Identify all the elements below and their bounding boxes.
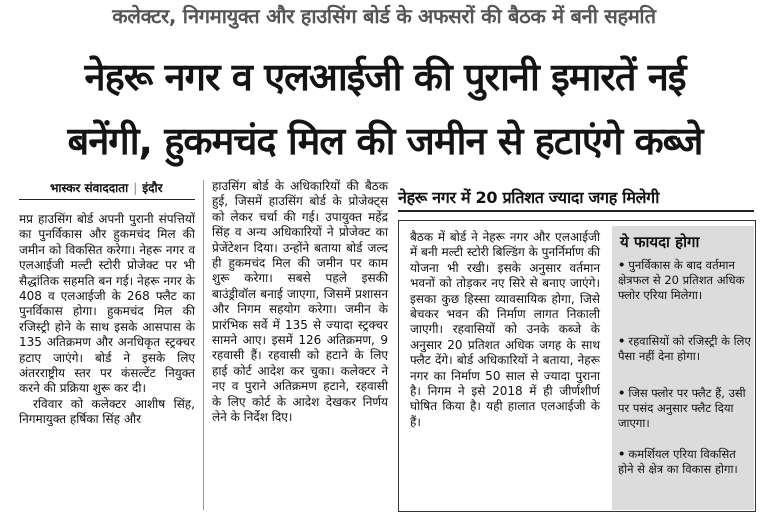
bullet-icon: • xyxy=(618,386,626,400)
byline-separator: | xyxy=(133,181,138,195)
story-paragraph: हाउसिंग बोर्ड के अधिकारियों की बैठक हुई, जिसमें हाउसिंग बोर्ड के प्रोजेक्ट्स को लेकर चर्चा की गई। उपायुक्त महेंद्र सिंह व अन्य अधिकारियों ने प्रोजेक्ट का प्रेजेंटेशन दिया। उन्होंने बताया बोर्ड जल्द ही हुकमचंद मिल की जमीन पर काम शुरू करेगा। सबसे पहले इसकी बाउंड्रीवॉल बनाई जाएगा, जिसमें प्रशासन और निगम सहयोग करेगा। जमीन के प्रारंभिक सर्वे में 135 से ज्यादा स्ट्रक्चर सामने आए। इसमें 126 अतिक्रमण, 9 रहवासी हैं। रहवासी को हटाने के लिए हाई कोर्ट आदेश कर चुका। कलेक्टर ने नए व पुराने अतिक्रमण हटाने, रहवासी के लिए कोर्ट के आदेश देखकर निर्णय लेने के निर्देश दिए। xyxy=(212,179,388,425)
story-paragraph: रविवार को कलेक्टर आशीष सिंह, निगमायुक्त हर्षिका सिंह और xyxy=(19,396,195,427)
subheading-rule xyxy=(398,210,754,212)
section-subheading: नेहरू नगर में 20 प्रतिशत ज्यादा जगह मिलेगी xyxy=(398,188,660,207)
benefit-text: जिस फ्लोर पर फ्लैट हैं, उसी पर पसंद अनुसार फ्लैट दिया जाएगा। xyxy=(618,386,746,430)
main-headline-line-2: बनेंगी, हुकमचंद मिल की जमीन से हटाएंगे कब्जे xyxy=(67,119,703,163)
dateline-city: इंदौर xyxy=(142,181,163,195)
bullet-icon: • xyxy=(618,447,626,461)
benefit-item xyxy=(618,258,752,303)
main-headline-line-1: नेहरू नगर व एलआईजी की पुरानी इमारतें नई xyxy=(84,55,686,99)
benefit-text: पुनर्विकास के बाद वर्तमान क्षेत्रफल से 20 प्रतिशत अधिक फ्लोर एरिया मिलेगा। xyxy=(618,258,745,302)
byline-rule xyxy=(19,199,195,200)
benefit-item xyxy=(618,447,752,477)
byline xyxy=(50,179,163,196)
bullet-icon: • xyxy=(618,334,626,348)
story-paragraph: मप्र हाउसिंग बोर्ड अपनी पुरानी संपत्तियों का पुनर्विकास और हुकमचंद मिल की जमीन को विकसित करेगा। नेहरू नगर व एलआईजी मल्टी स्टोरी प्रोजेक्ट पर भी सैद्धांतिक सहमति बन गई। नेहरू नगर के 408 व एलआईजी के 268 फ्लैट का पुनर्विकास होगा। हुकमचंद मिल की रजिस्ट्री होने के साथ इसके आसपास के 135 अतिक्रमण और अनधिकृत स्ट्रक्चर हटाए जाएंगे। बोर्ड ने इसके लिए अंतरराष्ट्रीय स्तर पर कंसल्टेंट नियुक्त करने की प्रक्रिया शुरू कर दी। xyxy=(19,212,195,396)
benefit-text: रहवासियों को रजिस्ट्री के लिए पैसा नहीं देना होगा। xyxy=(618,334,751,363)
column-divider xyxy=(203,180,204,510)
benefit-item xyxy=(618,334,752,364)
story-column-3 xyxy=(410,230,600,430)
benefit-item xyxy=(618,386,752,431)
story-paragraph: बैठक में बोर्ड ने नेहरू नगर और एलआईजी में बनी मल्टी स्टोरी बिल्डिंग के पुनर्निर्माण की योजना भी रखी। इसके अनुसार वर्तमान भवनों को तोड़कर नए सिरे से बनाए जाएंगे। इसका कुछ हिस्सा व्यावसायिक होगा, जिसे बेचकर भवन की निर्माण लागत निकाली जाएगी। रहवासियों को उनके कब्जे के अनुसार 20 प्रतिशत अधिक जगह के साथ फ्लैट देंगे। बोर्ड अधिकारियों ने बताया, नेहरू नगर का निर्माण 50 साल से ज्यादा पुराना है। निगम ने इसे 2018 में ही जीर्णशीर्ण घोषित किया है। यही हालात एलआईजी के हैं। xyxy=(410,230,600,429)
reporter-name: भास्कर संवाददाता xyxy=(50,181,129,195)
benefit-text: कमर्शियल एरिया विकसित होने से क्षेत्र का विकास होगा। xyxy=(618,447,738,476)
story-column-2 xyxy=(212,179,388,426)
kicker-headline: कलेक्टर, निगमायुक्त और हाउसिंग बोर्ड के अफसरों की बैठक में बनी सहमति xyxy=(112,4,656,28)
story-column-1 xyxy=(19,212,195,428)
bullet-icon: • xyxy=(618,258,626,272)
sidebar-title: ये फायदा होगा xyxy=(620,233,700,251)
